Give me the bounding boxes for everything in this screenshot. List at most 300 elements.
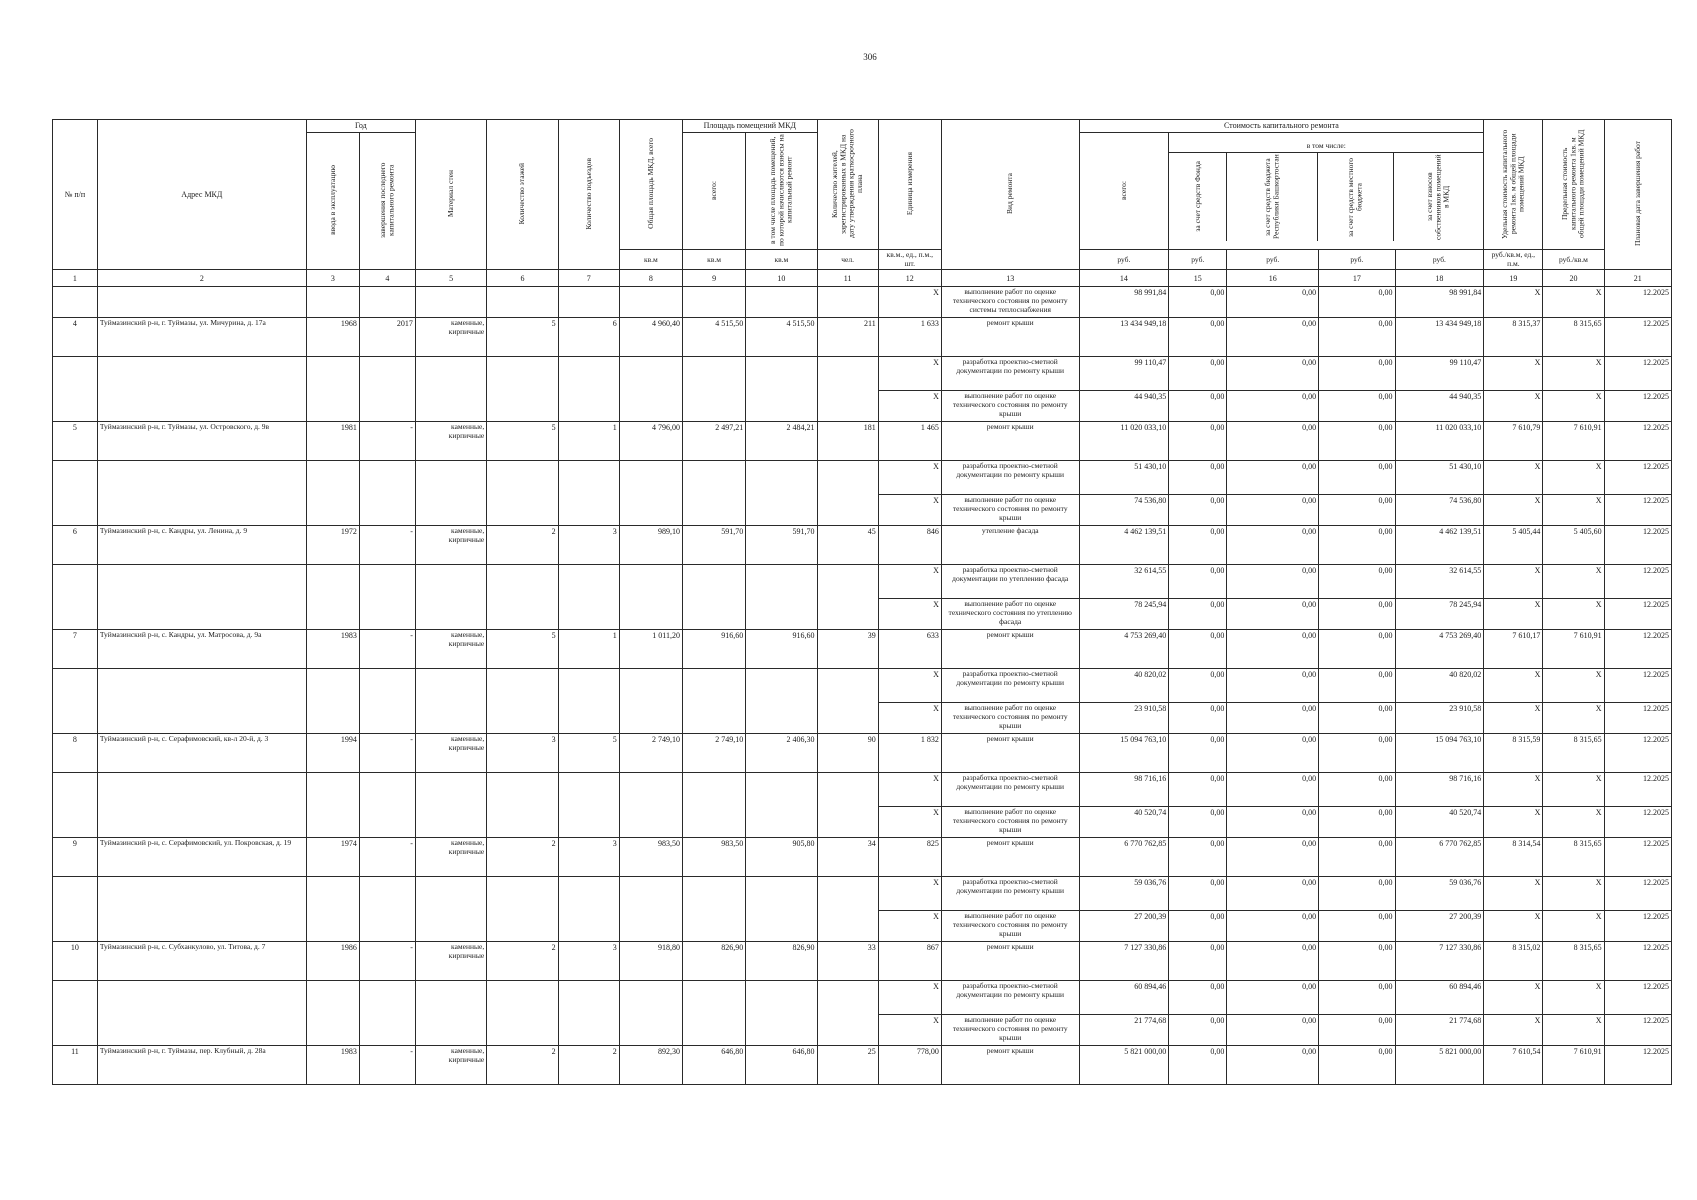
row-number (53, 773, 98, 807)
cost-local-cell: 0,00 (1319, 669, 1395, 703)
total-area-cell (619, 357, 682, 391)
entrances-cell (558, 807, 619, 838)
row-number (53, 1015, 98, 1046)
floors-cell (487, 911, 558, 942)
cost-total-cell: 59 036,76 (1079, 877, 1169, 911)
cost-republic-cell: 0,00 (1227, 495, 1319, 526)
cost-republic-cell: 0,00 (1227, 287, 1319, 318)
total-area-cell (619, 703, 682, 734)
row-number: 5 (53, 422, 98, 461)
year-last-repair-cell (359, 565, 415, 599)
walls-cell (415, 391, 486, 422)
cost-owners-cell: 60 894,46 (1395, 981, 1484, 1015)
deadline-cell: 12.2025 (1604, 461, 1671, 495)
cost-republic-cell: 0,00 (1227, 391, 1319, 422)
walls-cell (415, 669, 486, 703)
total-area-cell (619, 807, 682, 838)
residents-cell: 211 (817, 318, 878, 357)
deadline-cell: 12.2025 (1604, 526, 1671, 565)
cost-local-cell: 0,00 (1319, 1015, 1395, 1046)
header-cost-owners: за счет взносов собственников помещений в МКД (1425, 153, 1451, 240)
premises-total-cell (682, 807, 745, 838)
work-type-cell: выполнение работ по оценке технического состояния по утеплению фасада (941, 599, 1079, 630)
residents-cell (817, 495, 878, 526)
header-year-last-repair: завершения последнего капитального ремонта (359, 133, 415, 270)
walls-cell (415, 773, 486, 807)
year-last-repair-cell (359, 911, 415, 942)
cost-local-cell: 0,00 (1319, 911, 1395, 942)
quantity-cell: X (878, 807, 941, 838)
residents-cell: 45 (817, 526, 878, 565)
entrances-cell (558, 877, 619, 911)
work-type-cell: выполнение работ по оценке технического состояния по ремонту системы теплоснабжения (941, 287, 1079, 318)
table-row (53, 877, 1672, 911)
total-area-cell: 892,30 (619, 1046, 682, 1085)
entrances-cell (558, 599, 619, 630)
year-last-repair-cell (359, 391, 415, 422)
cost-republic-cell: 0,00 (1227, 599, 1319, 630)
floors-cell (487, 565, 558, 599)
year-last-repair-cell (359, 357, 415, 391)
table-row (53, 318, 1672, 357)
header-num: № п/п (53, 120, 98, 270)
residents-cell (817, 599, 878, 630)
cost-fund-cell: 0,00 (1169, 357, 1227, 391)
cost-fund-cell: 0,00 (1169, 703, 1227, 734)
residents-cell: 181 (817, 422, 878, 461)
total-area-cell (619, 495, 682, 526)
work-type-cell: ремонт крыши (941, 838, 1079, 877)
walls-cell (415, 357, 486, 391)
column-number: 12 (878, 270, 941, 287)
unit-cost-cell: 8 314,54 (1484, 838, 1543, 877)
year-last-repair-cell (359, 807, 415, 838)
header-cost-fund: за счет средств Фонда (1192, 161, 1202, 232)
max-cost-cell: X (1543, 599, 1604, 630)
premises-paying-cell (746, 807, 817, 838)
premises-paying-cell (746, 495, 817, 526)
row-number (53, 495, 98, 526)
cost-fund-cell: 0,00 (1169, 565, 1227, 599)
cost-total-cell: 78 245,94 (1079, 599, 1169, 630)
premises-total-cell (682, 669, 745, 703)
cost-local-cell: 0,00 (1319, 1046, 1395, 1085)
walls-cell (415, 1015, 486, 1046)
unit-cost-cell: X (1484, 703, 1543, 734)
cost-republic-cell: 0,00 (1227, 911, 1319, 942)
work-type-cell: разработка проектно-сметной документации по ремонту крыши (941, 461, 1079, 495)
year-commission-cell: 1968 (306, 318, 359, 357)
header-floors: Количество этажей (487, 120, 558, 270)
table-row (53, 565, 1672, 599)
table-row (53, 703, 1672, 734)
max-cost-cell: 8 315,65 (1543, 318, 1604, 357)
cost-fund-cell: 0,00 (1169, 877, 1227, 911)
cost-owners-cell: 59 036,76 (1395, 877, 1484, 911)
year-commission-cell (306, 461, 359, 495)
deadline-cell: 12.2025 (1604, 1015, 1671, 1046)
cost-owners-cell: 13 434 949,18 (1395, 318, 1484, 357)
address-cell (97, 669, 306, 703)
column-number: 8 (619, 270, 682, 287)
year-last-repair-cell: - (359, 942, 415, 981)
premises-paying-cell: 646,80 (746, 1046, 817, 1085)
max-cost-cell: X (1543, 565, 1604, 599)
floors-cell (487, 669, 558, 703)
premises-total-cell (682, 565, 745, 599)
row-number (53, 461, 98, 495)
residents-cell (817, 1015, 878, 1046)
cost-owners-cell: 78 245,94 (1395, 599, 1484, 630)
total-area-cell: 918,80 (619, 942, 682, 981)
max-cost-cell: 7 610,91 (1543, 1046, 1604, 1085)
walls-cell: каменные, кирпичные (415, 630, 486, 669)
max-cost-cell: X (1543, 773, 1604, 807)
cost-republic-cell: 0,00 (1227, 461, 1319, 495)
cost-total-cell: 4 753 269,40 (1079, 630, 1169, 669)
cost-fund-cell: 0,00 (1169, 599, 1227, 630)
row-number (53, 565, 98, 599)
premises-paying-cell: 916,60 (746, 630, 817, 669)
max-cost-cell: X (1543, 911, 1604, 942)
floors-cell (487, 703, 558, 734)
row-number (53, 807, 98, 838)
floors-cell: 3 (487, 734, 558, 773)
walls-cell (415, 495, 486, 526)
cost-total-cell: 6 770 762,85 (1079, 838, 1169, 877)
max-cost-cell: X (1543, 807, 1604, 838)
row-number (53, 391, 98, 422)
cost-local-cell: 0,00 (1319, 942, 1395, 981)
address-cell: Туймазинский р-н, с. Серафимовский, кв-л 20-й, д. 3 (97, 734, 306, 773)
cost-local-cell: 0,00 (1319, 287, 1395, 318)
header-cost-republic: за счет средств бюджета Республики Башкортостан (1262, 154, 1281, 239)
residents-cell: 33 (817, 942, 878, 981)
max-cost-cell: X (1543, 461, 1604, 495)
row-number: 8 (53, 734, 98, 773)
cost-fund-cell: 0,00 (1169, 838, 1227, 877)
column-number: 10 (746, 270, 817, 287)
year-commission-cell (306, 391, 359, 422)
unit-cost-cell: X (1484, 877, 1543, 911)
premises-total-cell (682, 599, 745, 630)
cost-owners-cell: 27 200,39 (1395, 911, 1484, 942)
cost-local-cell: 0,00 (1319, 703, 1395, 734)
deadline-cell: 12.2025 (1604, 773, 1671, 807)
unit-cost-cell: X (1484, 773, 1543, 807)
premises-paying-cell: 591,70 (746, 526, 817, 565)
floors-cell (487, 981, 558, 1015)
cost-owners-cell: 32 614,55 (1395, 565, 1484, 599)
quantity-cell: X (878, 669, 941, 703)
deadline-cell: 12.2025 (1604, 318, 1671, 357)
year-last-repair-cell: 2017 (359, 318, 415, 357)
unit-cost-local: руб. (1319, 250, 1395, 270)
row-number: 4 (53, 318, 98, 357)
cost-owners-cell: 40 820,02 (1395, 669, 1484, 703)
table-row (53, 495, 1672, 526)
quantity-cell: 1 465 (878, 422, 941, 461)
header-cost-group: Стоимость капитального ремонта (1079, 120, 1484, 133)
unit-cost-republic: руб. (1227, 250, 1319, 270)
unit-max-cost: руб./кв.м (1543, 250, 1604, 270)
premises-paying-cell (746, 669, 817, 703)
year-commission-cell (306, 669, 359, 703)
cost-owners-cell: 51 430,10 (1395, 461, 1484, 495)
total-area-cell (619, 773, 682, 807)
column-number: 14 (1079, 270, 1169, 287)
walls-cell (415, 911, 486, 942)
premises-paying-cell (746, 357, 817, 391)
deadline-cell: 12.2025 (1604, 669, 1671, 703)
cost-owners-cell: 98 991,84 (1395, 287, 1484, 318)
premises-total-cell (682, 1015, 745, 1046)
deadline-cell: 12.2025 (1604, 1046, 1671, 1085)
address-cell: Туймазинский р-н, г. Туймазы, ул. Островского, д. 9в (97, 422, 306, 461)
cost-owners-cell: 99 110,47 (1395, 357, 1484, 391)
header-cost-local: за счет средств местного бюджета (1346, 157, 1364, 237)
max-cost-cell: 8 315,65 (1543, 838, 1604, 877)
cost-total-cell: 99 110,47 (1079, 357, 1169, 391)
walls-cell: каменные, кирпичные (415, 734, 486, 773)
year-last-repair-cell (359, 461, 415, 495)
residents-cell (817, 669, 878, 703)
premises-paying-cell (746, 911, 817, 942)
quantity-cell: X (878, 461, 941, 495)
max-cost-cell: X (1543, 981, 1604, 1015)
cost-fund-cell: 0,00 (1169, 1046, 1227, 1085)
floors-cell (487, 773, 558, 807)
premises-paying-cell (746, 565, 817, 599)
header-cost-total: всего: (1079, 133, 1169, 250)
entrances-cell: 6 (558, 318, 619, 357)
residents-cell: 90 (817, 734, 878, 773)
quantity-cell: 846 (878, 526, 941, 565)
cost-fund-cell: 0,00 (1169, 287, 1227, 318)
header-entrances: Количество подъездов (558, 120, 619, 270)
column-number-row (53, 270, 1672, 287)
cost-total-cell: 23 910,58 (1079, 703, 1169, 734)
year-last-repair-cell: - (359, 630, 415, 669)
table-row (53, 287, 1672, 318)
walls-cell (415, 807, 486, 838)
quantity-cell: X (878, 703, 941, 734)
table-row (53, 942, 1672, 981)
address-cell (97, 807, 306, 838)
residents-cell (817, 287, 878, 318)
quantity-cell: X (878, 495, 941, 526)
max-cost-cell: 7 610,91 (1543, 422, 1604, 461)
unit-cost-cell: X (1484, 461, 1543, 495)
year-commission-cell: 1972 (306, 526, 359, 565)
work-type-cell: ремонт крыши (941, 942, 1079, 981)
unit-cost-cell: X (1484, 495, 1543, 526)
premises-total-cell: 983,50 (682, 838, 745, 877)
header-premises-paying: в том числе площадь помещений, по которой начисляются взносы на капитальный ремонт (746, 133, 817, 250)
cost-republic-cell: 0,00 (1227, 877, 1319, 911)
cost-owners-cell: 23 910,58 (1395, 703, 1484, 734)
cost-republic-cell: 0,00 (1227, 773, 1319, 807)
table-body (53, 287, 1672, 1085)
premises-paying-cell: 4 515,50 (746, 318, 817, 357)
cost-republic-cell: 0,00 (1227, 703, 1319, 734)
quantity-cell: X (878, 287, 941, 318)
work-type-cell: разработка проектно-сметной документации по утеплению фасада (941, 565, 1079, 599)
premises-total-cell (682, 287, 745, 318)
entrances-cell: 3 (558, 942, 619, 981)
entrances-cell (558, 287, 619, 318)
header-work-type: Вид ремонта (941, 120, 1079, 270)
cost-local-cell: 0,00 (1319, 565, 1395, 599)
total-area-cell (619, 669, 682, 703)
unit-cost-cell: 5 405,44 (1484, 526, 1543, 565)
premises-total-cell (682, 911, 745, 942)
premises-total-cell (682, 877, 745, 911)
cost-fund-cell: 0,00 (1169, 318, 1227, 357)
column-number: 17 (1319, 270, 1395, 287)
row-number (53, 981, 98, 1015)
quantity-cell: X (878, 357, 941, 391)
unit-cost-owners: руб. (1395, 250, 1484, 270)
premises-paying-cell (746, 391, 817, 422)
deadline-cell: 12.2025 (1604, 565, 1671, 599)
deadline-cell: 12.2025 (1604, 734, 1671, 773)
cost-local-cell: 0,00 (1319, 357, 1395, 391)
floors-cell: 5 (487, 422, 558, 461)
max-cost-cell: 8 315,65 (1543, 734, 1604, 773)
address-cell (97, 1015, 306, 1046)
max-cost-cell: X (1543, 877, 1604, 911)
unit-total-area: кв.м (619, 250, 682, 270)
row-number: 11 (53, 1046, 98, 1085)
unit-cost-cell: 7 610,79 (1484, 422, 1543, 461)
total-area-cell (619, 911, 682, 942)
cost-owners-cell: 40 520,74 (1395, 807, 1484, 838)
entrances-cell (558, 391, 619, 422)
residents-cell: 34 (817, 838, 878, 877)
year-last-repair-cell: - (359, 1046, 415, 1085)
deadline-cell: 12.2025 (1604, 357, 1671, 391)
header-cost-incl: в том числе: за счет средств Фонда за счет средств бюджета Республики Башкортостан за счет средств местного бюджета за счет взносов собственников помещений в МКД (1169, 133, 1484, 250)
table-row (53, 838, 1672, 877)
cost-total-cell: 13 434 949,18 (1079, 318, 1169, 357)
header-unit-cost: Удельная стоимость капитального ремонта 1кв. м общей площади помещений МКД (1484, 120, 1543, 250)
residents-cell (817, 773, 878, 807)
residents-cell: 39 (817, 630, 878, 669)
floors-cell: 2 (487, 1046, 558, 1085)
cost-fund-cell: 0,00 (1169, 422, 1227, 461)
work-type-cell: разработка проектно-сметной документации по ремонту крыши (941, 773, 1079, 807)
quantity-cell: 1 633 (878, 318, 941, 357)
premises-paying-cell (746, 981, 817, 1015)
premises-total-cell (682, 495, 745, 526)
cost-total-cell: 32 614,55 (1079, 565, 1169, 599)
work-type-cell: ремонт крыши (941, 422, 1079, 461)
address-cell: Туймазинский р-н, с. Серафимовский, ул. Покровская, д. 19 (97, 838, 306, 877)
year-last-repair-cell (359, 599, 415, 630)
unit-residents: чел. (817, 250, 878, 270)
deadline-cell: 12.2025 (1604, 287, 1671, 318)
walls-cell: каменные, кирпичные (415, 318, 486, 357)
premises-total-cell (682, 357, 745, 391)
year-last-repair-cell (359, 981, 415, 1015)
table-row (53, 911, 1672, 942)
header-premises-group: Площадь помещений МКД (682, 120, 817, 133)
work-type-cell: выполнение работ по оценке технического состояния по ремонту крыши (941, 911, 1079, 942)
column-number: 13 (941, 270, 1079, 287)
work-type-cell: разработка проектно-сметной документации по ремонту крыши (941, 357, 1079, 391)
cost-local-cell: 0,00 (1319, 391, 1395, 422)
column-number: 2 (97, 270, 306, 287)
cost-fund-cell: 0,00 (1169, 942, 1227, 981)
table-row (53, 1046, 1672, 1085)
address-cell: Туймазинский р-н, с. Кандры, ул. Ленина, д. 9 (97, 526, 306, 565)
total-area-cell: 989,10 (619, 526, 682, 565)
column-number: 7 (558, 270, 619, 287)
max-cost-cell: X (1543, 669, 1604, 703)
cost-republic-cell: 0,00 (1227, 357, 1319, 391)
deadline-cell: 12.2025 (1604, 942, 1671, 981)
cost-republic-cell: 0,00 (1227, 669, 1319, 703)
walls-cell (415, 287, 486, 318)
row-number (53, 911, 98, 942)
year-last-repair-cell (359, 877, 415, 911)
row-number (53, 703, 98, 734)
year-commission-cell (306, 1015, 359, 1046)
max-cost-cell: X (1543, 1015, 1604, 1046)
entrances-cell: 1 (558, 630, 619, 669)
cost-local-cell: 0,00 (1319, 630, 1395, 669)
cost-fund-cell: 0,00 (1169, 911, 1227, 942)
cost-fund-cell: 0,00 (1169, 981, 1227, 1015)
column-number: 16 (1227, 270, 1319, 287)
premises-paying-cell: 826,90 (746, 942, 817, 981)
unit-cost-cell: 8 315,59 (1484, 734, 1543, 773)
work-type-cell: разработка проектно-сметной документации по ремонту крыши (941, 669, 1079, 703)
floors-cell (487, 391, 558, 422)
column-number: 9 (682, 270, 745, 287)
premises-paying-cell: 905,80 (746, 838, 817, 877)
cost-total-cell: 11 020 033,10 (1079, 422, 1169, 461)
max-cost-cell: X (1543, 495, 1604, 526)
address-cell (97, 773, 306, 807)
premises-total-cell: 4 515,50 (682, 318, 745, 357)
cost-republic-cell: 0,00 (1227, 981, 1319, 1015)
unit-cost-fund: руб. (1169, 250, 1227, 270)
year-commission-cell: 1986 (306, 942, 359, 981)
entrances-cell: 5 (558, 734, 619, 773)
row-number: 9 (53, 838, 98, 877)
floors-cell (487, 461, 558, 495)
walls-cell (415, 565, 486, 599)
cost-fund-cell: 0,00 (1169, 669, 1227, 703)
cost-total-cell: 40 820,02 (1079, 669, 1169, 703)
column-number: 18 (1395, 270, 1484, 287)
column-number: 15 (1169, 270, 1227, 287)
residents-cell (817, 461, 878, 495)
total-area-cell (619, 1015, 682, 1046)
quantity-cell: X (878, 981, 941, 1015)
cost-republic-cell: 0,00 (1227, 942, 1319, 981)
cost-owners-cell: 21 774,68 (1395, 1015, 1484, 1046)
unit-cost-cell: 8 315,37 (1484, 318, 1543, 357)
entrances-cell: 3 (558, 526, 619, 565)
cost-owners-cell: 5 821 000,00 (1395, 1046, 1484, 1085)
residents-cell (817, 981, 878, 1015)
cost-fund-cell: 0,00 (1169, 526, 1227, 565)
header-address: Адрес МКД (97, 120, 306, 270)
max-cost-cell: X (1543, 357, 1604, 391)
